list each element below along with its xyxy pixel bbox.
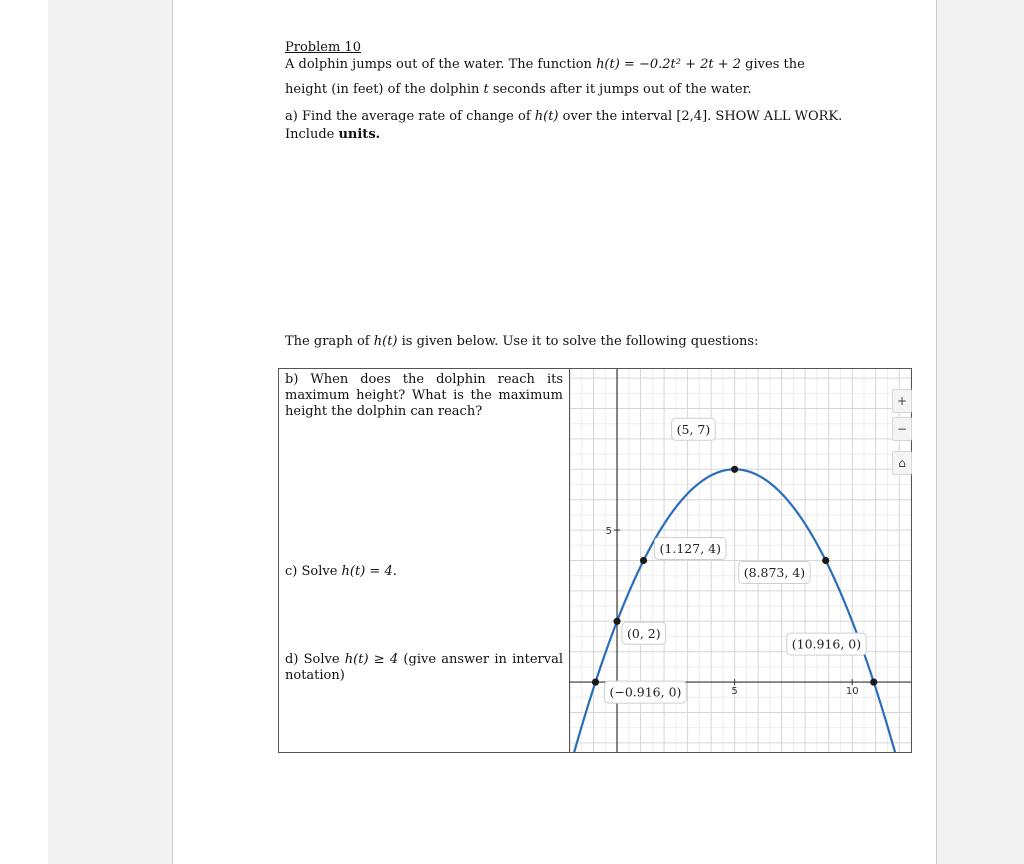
graph-intro-func: h(t) xyxy=(373,334,398,349)
home-icon: ⌂ xyxy=(898,456,906,470)
data-point xyxy=(870,678,877,685)
question-c-pre: c) Solve xyxy=(285,564,342,579)
question-b: b) When does the dolphin reach its maximum height? What is the maximum height the dolphin can reach? xyxy=(285,372,563,419)
zoom-in-button[interactable]: + xyxy=(892,389,912,413)
part-a-include: Include xyxy=(285,127,339,142)
problem-line-1-post: gives the xyxy=(741,57,805,72)
point-label: (10.916, 0) xyxy=(791,636,862,652)
graph-panel[interactable] xyxy=(570,369,911,752)
parabola-chart[interactable] xyxy=(570,369,911,752)
question-d xyxy=(285,652,563,684)
home-button[interactable] xyxy=(892,451,912,475)
graph-intro-post: is given below. Use it to solve the following questions: xyxy=(397,334,759,349)
part-a-post: over the interval [2,4]. SHOW ALL WORK. xyxy=(558,109,843,124)
point-label: (8.873, 4) xyxy=(743,565,806,580)
graph-intro-pre: The graph of xyxy=(285,334,374,349)
x-tick-label: 5 xyxy=(731,686,738,698)
question-c-func: h(t) = 4. xyxy=(341,564,397,579)
left-margin xyxy=(48,0,172,864)
part-a-line-1 xyxy=(285,109,842,125)
function-definition: h(t) = −0.2t² + 2t + 2 xyxy=(596,57,742,72)
y-tick-label: 5 xyxy=(605,526,613,538)
data-point xyxy=(613,618,620,625)
point-label: (5, 7) xyxy=(676,421,711,437)
point-label-box xyxy=(655,538,726,560)
point-label: (−0.916, 0) xyxy=(609,684,682,700)
part-a-line-2 xyxy=(285,127,380,143)
data-point xyxy=(731,466,738,473)
zoom-out-button[interactable]: − xyxy=(892,417,912,441)
part-a-units: units. xyxy=(338,127,381,142)
problem-line-2-post: seconds after it jumps out of the water. xyxy=(488,82,752,97)
question-c xyxy=(285,564,397,580)
data-point xyxy=(592,678,599,685)
right-margin xyxy=(936,0,1024,864)
point-label-box xyxy=(787,633,866,655)
question-d-pre: d) Solve xyxy=(285,652,345,667)
part-a-pre: a) Find the average rate of change of xyxy=(285,109,535,124)
variable-t: t xyxy=(483,82,489,97)
data-point xyxy=(640,557,647,564)
data-point xyxy=(822,557,829,564)
graph-intro xyxy=(285,334,758,350)
parabola-curve xyxy=(570,469,911,752)
x-tick-label: 10 xyxy=(845,686,859,698)
problem-line-1-pre: A dolphin jumps out of the water. The function xyxy=(285,57,597,72)
point-label: (1.127, 4) xyxy=(659,541,721,556)
problem-line-2 xyxy=(285,82,752,98)
question-d-post: (give answer in interval notation) xyxy=(285,652,563,683)
point-label-box xyxy=(622,622,666,644)
part-a-func: h(t) xyxy=(534,109,559,124)
point-label-box xyxy=(604,681,686,703)
point-label-box xyxy=(739,562,810,584)
point-label: (0, 2) xyxy=(627,625,661,641)
problem-title: Problem 10 xyxy=(285,40,361,55)
question-d-func: h(t) ≥ 4 xyxy=(344,652,399,667)
point-label-box xyxy=(672,418,716,440)
problem-line-1 xyxy=(285,57,805,73)
problem-line-2-pre: height (in feet) of the dolphin xyxy=(285,82,484,97)
